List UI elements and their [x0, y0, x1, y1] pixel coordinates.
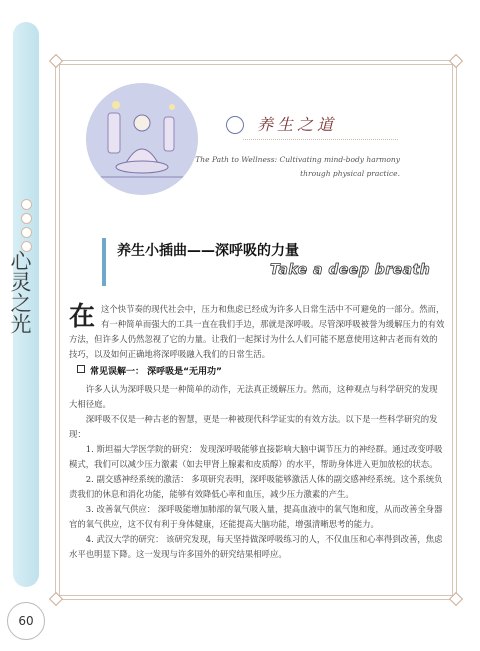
article-title: 养生小插曲——深呼吸的力量 [117, 243, 299, 259]
intro-paragraph: 在这个快节奏的现代社会中，压力和焦虑已经成为许多人日常生活中不可避免的一部分。然而，有一种简单而强大的工具一直在我们手边，那就是深呼吸。尽管深呼吸被誉为缓解压力的有效方法，但许多人仍然忽视了它的力量。让我们一起探讨为什么人们可能不愿意使用这种古老而有效的技巧，以及如何正确地将深呼吸融入我们的日常生活。 [69, 302, 445, 359]
page-number: 60 [7, 602, 45, 640]
yarn-ball-icon [226, 116, 244, 134]
finding-item: 3. 改善氧气供应： 深呼吸能增加肺部的氧气吸入量，提高血液中的氧气饱和度，从而改善全身器官的氧气供应，这不仅有利于身体健康，还能提高大脑功能，增强清晰思考的能力。 [69, 504, 443, 529]
article-subtitle-english: Take a deep breath [270, 262, 431, 278]
finding-item: 4. 武汉大学的研究： 该研究发现，每天坚持做深呼吸练习的人，不仅血压和心率得到改善，焦虑水平也明显下降。这一发现与许多国外的研究结果相呼应。 [69, 534, 443, 559]
vertical-section-title: 心灵之光 [8, 250, 32, 334]
subheading: 常见误解一： 深呼吸是“无用功” [77, 365, 445, 380]
section-heading-chinese: 养生之道 [257, 115, 338, 134]
drop-cap: 在 [69, 302, 96, 332]
paragraph: 许多人认为深呼吸只是一种简单的动作，无法真正缓解压力。然而，这种观点与科学研究的发现大相径庭。 [69, 384, 438, 409]
finding-item: 1. 斯坦福大学医学院的研究： 发现深呼吸能够直接影响大脑中调节压力的神经群。通过改变呼吸模式，我们可以减少压力激素（如去甲肾上腺素和皮质醇）的水平，帮助身体进入更加放松的状态。 [69, 444, 443, 469]
title-accent-bar [102, 238, 106, 286]
heading-divider [243, 139, 398, 140]
paragraph: 深呼吸不仅是一种古老的智慧，更是一种被现代科学证实的有效方法。以下是一些科学研究的发现： [69, 414, 438, 439]
section-heading-english: The Path to Wellness: Cultivating mind-body harmony through physical practice. [195, 155, 400, 178]
finding-item: 2. 副交感神经系统的激活： 多项研究表明，深呼吸能够激活人体的副交感神经系统。这个系统负责我们的休息和消化功能，能够有效降低心率和血压，减少压力激素的产生。 [69, 474, 443, 499]
square-bullet-icon [77, 365, 85, 373]
article-body [69, 302, 445, 562]
strip-dots [20, 196, 32, 255]
